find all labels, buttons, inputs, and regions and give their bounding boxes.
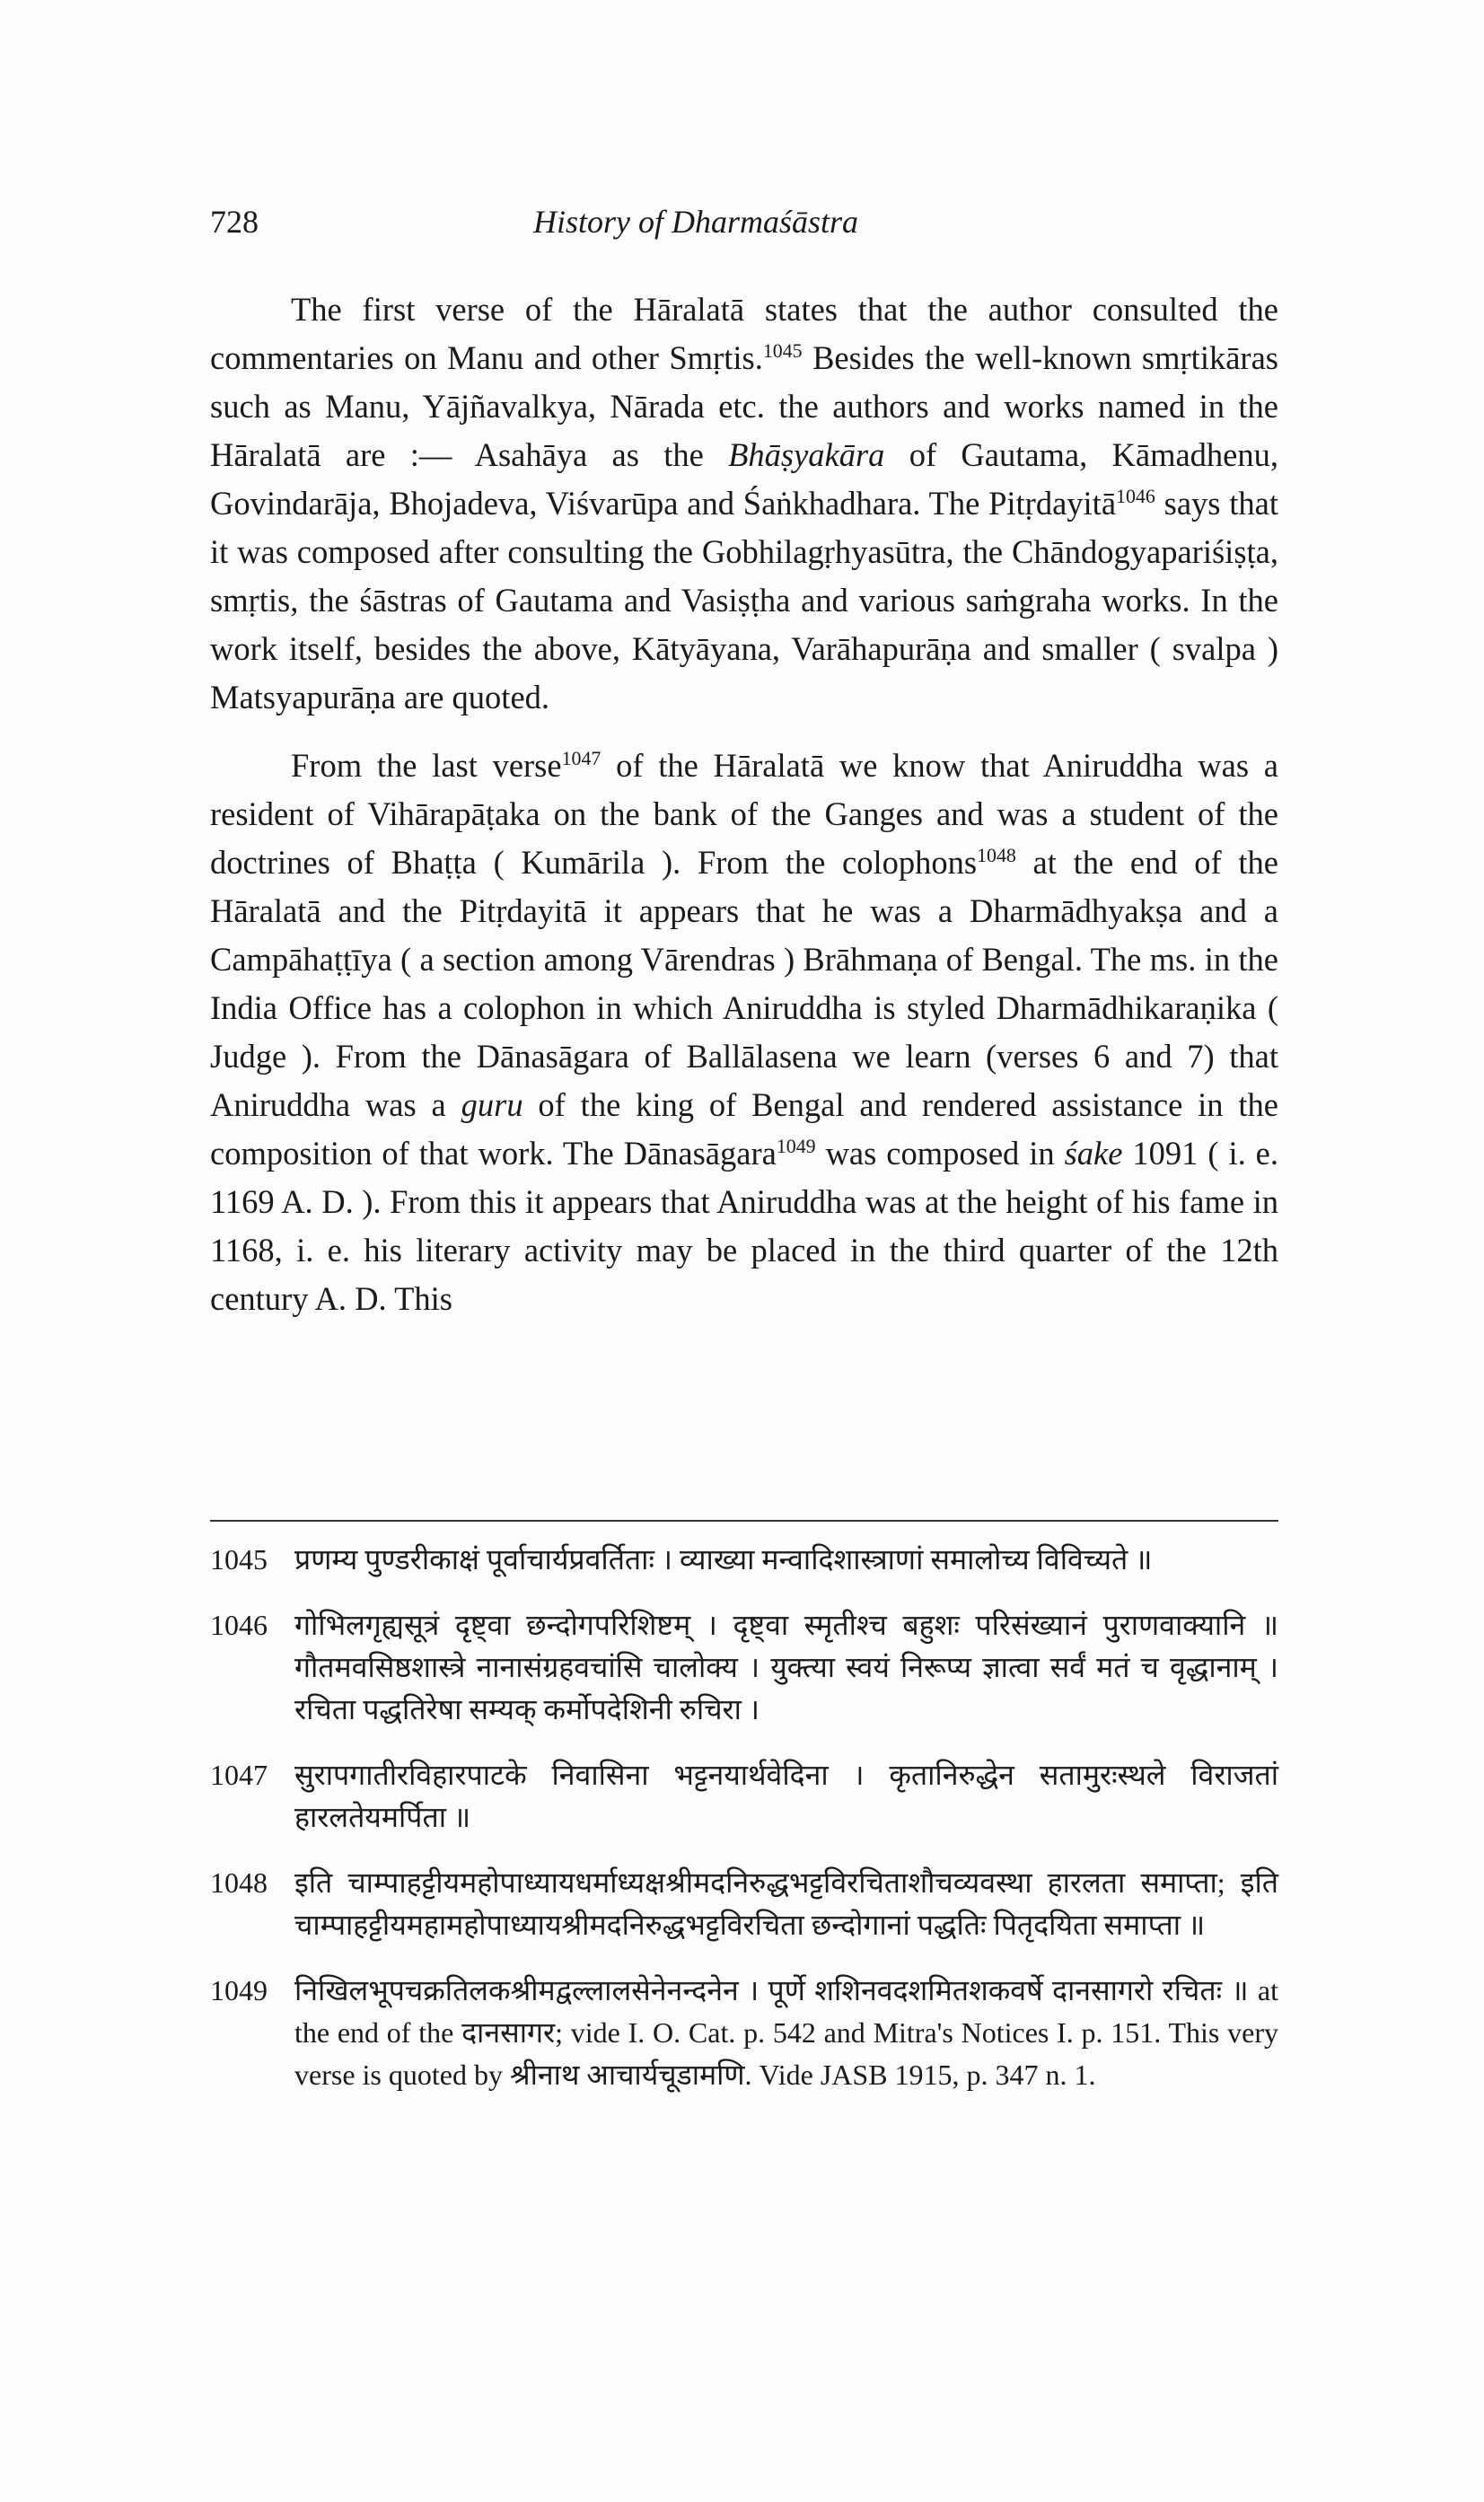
footnote-number: 1049 [210, 1974, 268, 2006]
text-run: 1091 ( i. e. 1169 A. D. ). From this it appears that Aniruddha was at the height of his fame in 1168, i. e. his literary activity may be placed in the third quarter of the 12th century A. D. This [210, 1135, 1278, 1317]
page-number: 728 [210, 204, 259, 240]
footnote-number: 1045 [210, 1543, 268, 1576]
footnote-ref-1048: 1048 [977, 843, 1016, 866]
italic-term: śake [1064, 1135, 1123, 1172]
footnote-divider [210, 1520, 1278, 1522]
paragraph-2 [210, 742, 1278, 1323]
page-header [210, 203, 1287, 257]
text-run: at the end of the Hāralatā and the Pitṛdayitā it appears that he was a Dharmādhyakṣa and a Campāhaṭṭīya ( a section among Vārendras ) Brāhmaṇa of Bengal. The ms. in the India Office has a colophon in which Aniruddha is styled Dharmādhikaraṇika ( Judge ). From the Dānasāgara of Ballālasena we learn (verses 6 and 7) that Aniruddha was a [210, 844, 1278, 1123]
running-title: History of Dharmaśāstra [533, 204, 859, 240]
text-run: Besides the well-known smṛtikāras such as Manu, Yājñavalkya, Nārada etc. the authors and works named in the Hāralatā are :— Asahāya as the [210, 339, 1278, 473]
text-run: was composed in [815, 1135, 1065, 1172]
text-run: of Gautama, Kāmadhenu, Govindarāja, Bhojadeva, Viśvarūpa and Śaṅkhadhara. The Pitṛdayitā [210, 436, 1278, 522]
italic-term: Bhāṣyakāra [728, 436, 885, 473]
text-run: of the king of Bengal and rendered assistance in the composition of that work. The Dānasāgara [210, 1086, 1278, 1172]
footnote-text: गोभिलगृह्यसूत्रं दृष्ट्वा छन्दोगपरिशिष्टम् । दृष्ट्वा स्मृतीश्च बहुशः परिसंख्यानं पुराणवाक्यानि ॥ गौतमवसिष्ठशास्त्रे नानासंग्रहवचांसि चालोक्य । युक्त्या स्वयं निरूप्य ज्ञात्वा सर्वं मतं च वृद्धानाम् । रचिता पद्धतिरेषा सम्यक् कर्मोपदेशिनी रुचिरा । [294, 1609, 1278, 1725]
footnote [210, 1862, 1278, 1946]
footnote-ref-1047: 1047 [561, 746, 602, 769]
italic-term: guru [461, 1086, 523, 1123]
footnote-number: 1048 [210, 1866, 268, 1899]
footnote-text: प्रणम्य पुण्डरीकाक्षं पूर्वाचार्यप्रवर्तिताः । व्याख्या मन्वादिशास्त्राणां समालोच्य विविच्यते ॥ [294, 1543, 1153, 1576]
footnote [210, 1539, 1278, 1581]
paragraph-1 [210, 285, 1278, 722]
text-run: From the last verse [291, 747, 562, 784]
text-run: The first verse of the Hāralatā states that the author consulted the commentaries on Manu and other Smṛtis. [210, 291, 1278, 376]
footnote-ref-1046: 1046 [1116, 484, 1155, 507]
text-run: of the Hāralatā we know that Aniruddha was a resident of Vihārapāṭaka on the bank of the Ganges and was a student of the doctrines of Bhaṭṭa ( Kumārila ). From the colophons [210, 747, 1278, 881]
footnote-number: 1046 [210, 1609, 268, 1641]
footnote [210, 1754, 1278, 1839]
footnote-ref-1049: 1049 [776, 1134, 816, 1157]
footnote-text: निखिलभूपचक्रतिलकश्रीमद्वल्लालसेनेनन्दनेन । पूर्णे शशिनवदशमितशकवर्षे दानसागरो रचितः ॥ at the end of the दानसागर; vide I. O. Cat. p. 542 and Mitra's Notices I. p. 151. This very verse is quoted by श्रीनाथ आचार्यचूडामणि. Vide JASB 1915, p. 347 n. 1. [294, 1974, 1278, 2091]
footnote [210, 1604, 1278, 1731]
footnote-ref-1045: 1045 [762, 338, 803, 362]
text-run: says that it was composed after consulting the Gobhilagṛhyasūtra, the Chāndogyapariśiṣṭa, smṛtis, the śāstras of Gautama and Vasiṣṭha and various saṁgraha works. In the work itself, besides the above, Kātyāyana, Varāhapurāṇa and smaller ( svalpa ) Matsyapurāṇa are quoted. [210, 485, 1279, 715]
footnote-text: सुरापगातीरविहारपाटके निवासिना भट्टनयार्थवेदिना । कृतानिरुद्धेन सतामुरःस्थले विराजतां हारलतेयमर्पिता ॥ [294, 1759, 1278, 1833]
footnotes [210, 1539, 1278, 2120]
footnote-text: इति चाम्पाहट्टीयमहोपाध्यायधर्माध्यक्षश्रीमदनिरुद्धभट्टविरचिताशौचव्यवस्था हारलता समाप्ता; इति चाम्पाहट्टीयमहामहोपाध्यायश्रीमदनिरुद्धभट्टविरचिता छन्दोगानां पद्धतिः पितृदयिता समाप्ता ॥ [294, 1866, 1278, 1941]
footnote [210, 1970, 1278, 2096]
body-text [210, 285, 1278, 1343]
footnote-number: 1047 [210, 1759, 268, 1791]
